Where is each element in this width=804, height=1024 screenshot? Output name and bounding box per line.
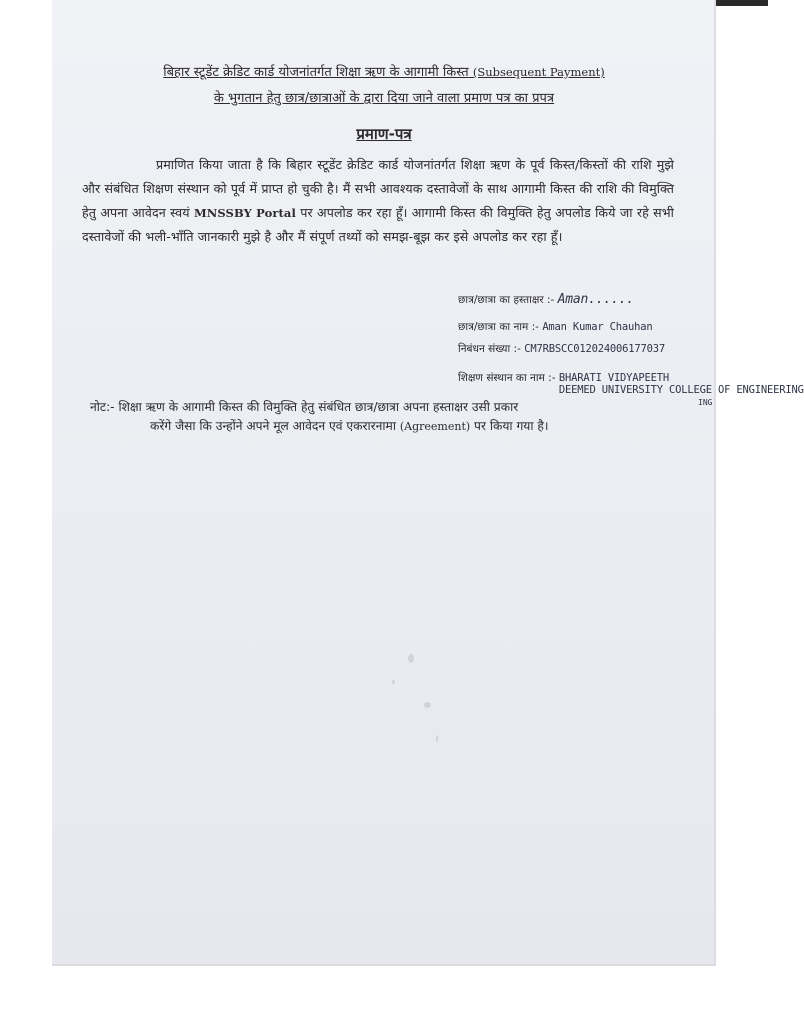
note-line-1: नोट:- शिक्षा ऋण के आगामी किस्त की विमुक्ति हेतु संबंधित छात्र/छात्रा अपना हस्ताक्षर उसी प्रकार bbox=[90, 400, 519, 414]
student-name-value: Aman Kumar Chauhan bbox=[542, 321, 653, 333]
paper-smudge bbox=[424, 702, 431, 708]
note-line-2 bbox=[90, 417, 690, 436]
heading-line-2: के भुगतान हेतु छात्र/छात्राओं के द्वारा दिया जाने वाला प्रमाण पत्र का प्रपत्र bbox=[213, 91, 555, 106]
paper-smudge bbox=[392, 680, 395, 684]
registration-field bbox=[458, 342, 665, 356]
institution-field bbox=[458, 372, 804, 396]
student-name-field bbox=[458, 320, 653, 334]
document-page bbox=[52, 0, 804, 966]
signature-field bbox=[458, 292, 634, 307]
signature-value: Aman...... bbox=[557, 292, 634, 307]
institution-value-line-2: DEEMED UNIVERSITY COLLEGE OF ENGINEERING bbox=[558, 384, 804, 396]
photo-background-corner bbox=[714, 0, 768, 6]
paper-smudge bbox=[436, 735, 438, 742]
note-section bbox=[90, 398, 690, 436]
signature-label: छात्र/छात्रा का हस्ताक्षर :- bbox=[458, 294, 555, 306]
institution-value-line-1: BHARATI VIDYAPEETH bbox=[558, 372, 670, 384]
heading-line-1 bbox=[82, 64, 686, 81]
heading-line-1-english: (Subsequent Payment) bbox=[472, 65, 605, 79]
body-text-part-2: पर अपलोड कर रहा हूँ। आगामी किस्त की विमुक्ति हेतु अपलोड किये जा रहे सभी दस्तावेजों की भली-भाँति जानकारी मुझे है और मैं संपूर्ण तथ्यों को समझ-बूझ कर इसे अपलोड कर रहा हूँ। bbox=[82, 204, 674, 245]
certificate-body bbox=[82, 153, 674, 249]
note-line-2-part-1: करेंगे जैसा कि उन्होंने अपने मूल आवेदन एवं एकरारनामा bbox=[150, 419, 396, 433]
student-name-label: छात्र/छात्रा का नाम :- bbox=[458, 321, 539, 333]
agreement-label: (Agreement) bbox=[399, 420, 471, 433]
registration-label: निबंधन संख्या :- bbox=[458, 343, 521, 355]
note-line-2-part-2: पर किया गया है। bbox=[474, 419, 549, 433]
registration-value: CM7RBSCC012024006177037 bbox=[524, 343, 666, 355]
certificate-title: प्रमाण-पत्र bbox=[356, 125, 412, 143]
portal-name: MNSSBY Portal bbox=[193, 205, 296, 220]
paper-smudge bbox=[408, 654, 414, 663]
body-text-part-1: प्रमाणित किया जाता है कि बिहार स्टूडेंट क्रेडिट कार्ड योजनांतर्गत शिक्षा ऋण के पूर्व किस्त/किस्तों की राशि मुझे और संबंधित शिक्षण संस्थान को पूर्व में प्राप्त हो चुकी है। मैं सभी आवश्यक दस्तावेजों के साथ आगामी किस्त की राशि की विमुक्ति हेतु अपना आवेदन स्वयं bbox=[82, 157, 674, 220]
heading-line-1-hindi: बिहार स्टूडेंट क्रेडिट कार्ड योजनांतर्गत शिक्षा ऋण के आगामी किस्त bbox=[163, 65, 469, 80]
institution-value-overflow: ING bbox=[698, 398, 713, 407]
institution-label: शिक्षण संस्थान का नाम :- bbox=[458, 372, 556, 384]
institution-value bbox=[559, 372, 804, 396]
